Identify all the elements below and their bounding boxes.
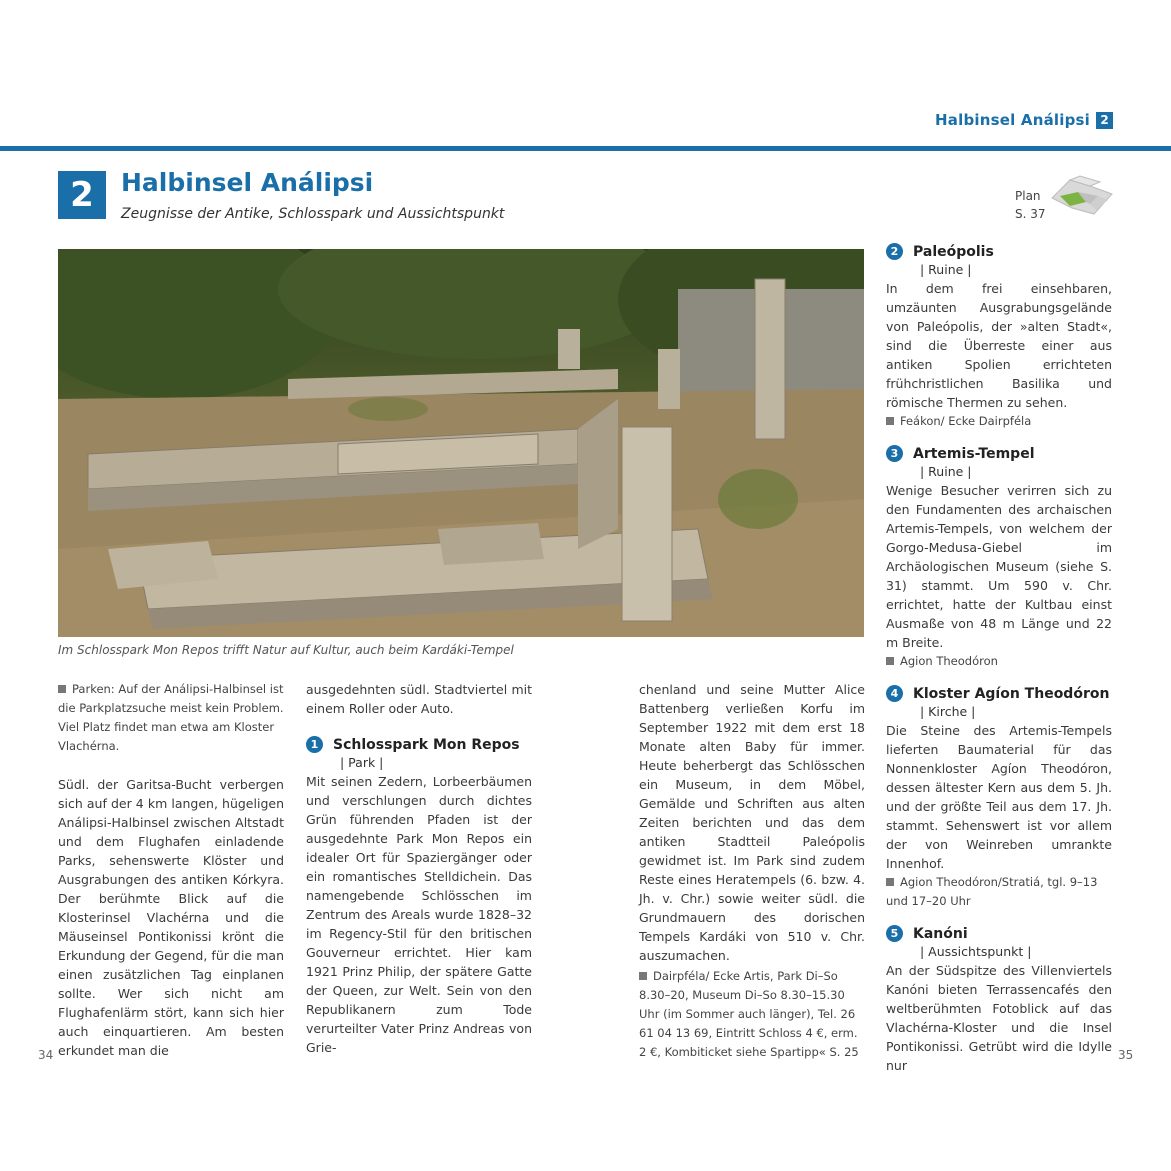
entry-text: An der Südspitze des Villenviertels Kanóni bieten Terrassencafés den weltberühmten Fotoblick auf das Vlachérna-Kloster und die Insel Pontikonissi. Getrübt wird die Idylle nur — [886, 963, 1112, 1073]
entry-number-badge: 4 — [886, 685, 903, 702]
chapter-title: Halbinsel Análipsi — [121, 168, 374, 197]
info-square-icon — [639, 972, 647, 980]
entry-1 — [306, 736, 532, 772]
entry-name: Kanóni — [913, 925, 968, 942]
intro-text: Südl. der Garitsa-Bucht verbergen sich auf der 4 km langen, hügeligen Análipsi-Halbinsel zwischen Altstadt und dem Flughafen einladende Parks, sehenswerte Klöster und Ausgrabungen des antiken Kórkyra. Der berühmte Blick auf die Klosterinsel Vlachérna und die Mäuseinsel Pontikonissi krönt die Erkundung der Gegend, für die man einen zusätzlichen Tag einplanen sollte. Wer sich nicht am Flughafenlärm stört, kann sich hier auch einquartieren. Am besten erkundet man die — [58, 777, 284, 1058]
entry-type: | Kirche | — [920, 704, 976, 719]
entry-text: In dem frei einsehbaren, umzäunten Ausgrabungsgelände von Paleópolis, der »alten Stadt«, sind die Überreste einer aus antiken Spolien errichteten frühchristlichen Basilika und römische Thermen zu sehen. — [886, 281, 1112, 410]
column-2 — [306, 680, 532, 1057]
ruins-photo — [58, 249, 864, 637]
entry-2 — [886, 243, 1112, 431]
info-square-icon — [886, 878, 894, 886]
entry-text: Mit seinen Zedern, Lorbeerbäumen und verschlungen durch dichtes Grün führenden Pfaden ist der ausgedehnte Park Mon Repos ein idealer Ort für Spaziergänger oder ein romantisches Stelldichein. Das namengebende Schlösschen im Zentrum des Areals wurde 1828–32 im Regency-Stil für den britischen Gouverneur errichtet. Hier kam 1921 Prinz Philip, der spätere Gatte der Queen, zur Welt. Sein von den Republikanern zum Tode verurteilter Vater Prinz Andreas von Grie- — [306, 774, 532, 1055]
entry-info-text: Agion Theodóron — [900, 654, 998, 668]
info-square-icon — [886, 417, 894, 425]
entry-text: Die Steine des Artemis-Tempels lieferten Baumaterial für das Nonnenkloster Agíon Theodóron, dessen ältester Kern aus dem 5. Jh. und der größte Teil aus dem 17. Jh. stammt. Sehenswert ist vor allem der von Weinreben umrankte Innenhof. — [886, 723, 1112, 871]
photo-caption: Im Schlosspark Mon Repos trifft Natur auf Kultur, auch beim Kardáki-Tempel — [58, 643, 514, 657]
parking-info-text: Parken: Auf der Análipsi-Halbinsel ist die Parkplatzsuche meist kein Problem. Viel Platz findet man etwa am Kloster Vlachérna. — [58, 682, 284, 753]
entry-text: Wenige Besucher verirren sich zu den Fundamenten des archaischen Artemis-Tempels, von welchem der Gorgo-Medusa-Giebel im Archäologischen Museum (siehe S. 31) stammt. Um 590 v. Chr. errichtet, hatte der Kultbau einst Ausmaße von 48 m Länge und 22 m Breite. — [886, 483, 1112, 650]
entry-info-text: Dairpféla/ Ecke Artis, Park Di–So 8.30–20, Museum Di–So 8.30–15.30 Uhr (im Sommer auch länger), Tel. 26 61 04 13 69, Eintritt Schloss 4 €, erm. 2 €, Kombiticket siehe Spartipp« S. 25 — [639, 969, 859, 1059]
entry-number-badge: 2 — [886, 243, 903, 260]
column-3 — [639, 680, 865, 1062]
entry-type: | Park | — [340, 755, 384, 770]
entry-type: | Ruine | — [920, 262, 972, 277]
page-number-right: 35 — [1118, 1048, 1134, 1062]
column-1 — [58, 680, 284, 1060]
info-square-icon — [886, 657, 894, 665]
entry-4 — [886, 685, 1112, 911]
entry-info — [639, 967, 865, 1062]
entry-name: Kloster Agíon Theodóron — [913, 685, 1110, 702]
plan-reference[interactable] — [1015, 187, 1046, 223]
running-header — [935, 111, 1113, 129]
map-icon — [1050, 174, 1114, 220]
column-4 — [886, 243, 1112, 1075]
parking-info — [58, 680, 284, 756]
entry-number-badge: 3 — [886, 445, 903, 462]
running-title: Halbinsel Análipsi — [935, 111, 1090, 129]
chapter-subtitle: Zeugnisse der Antike, Schlosspark und Aussichtspunkt — [121, 206, 505, 222]
entry-info-text: Agion Theodóron/Stratiá, tgl. 9–13 und 17–20 Uhr — [886, 875, 1098, 908]
entry-name: Artemis-Tempel — [913, 445, 1035, 462]
plan-label: Plan — [1015, 189, 1041, 203]
entry-type: | Aussichtspunkt | — [920, 944, 1032, 959]
running-number: 2 — [1096, 112, 1113, 129]
entry-3 — [886, 445, 1112, 671]
header-rule — [0, 146, 1171, 151]
entry-text-continued: chenland und seine Mutter Alice Battenberg verließen Korfu im September 1922 mit dem erst 18 Monate alten Baby für immer. Heute beherbergt das Schlösschen ein Museum, in dem Möbel, Gemälde und Schriften aus alten Zeiten berichten und das dem antiken Stadtteil Paleópolis gewidmet ist. Im Park sind zudem Reste eines Heratempels (6. bzw. 4. Jh. v. Chr.) sowie weiter südl. die Grundmauern des dorischen Tempels Kardáki von 510 v. Chr. auszumachen. — [639, 682, 865, 963]
plan-page: S. 37 — [1015, 207, 1046, 221]
entry-info — [886, 873, 1112, 911]
entry-name: Schlosspark Mon Repos — [333, 736, 520, 753]
info-square-icon — [58, 685, 66, 693]
page-number-left: 34 — [38, 1048, 54, 1062]
intro-continued: ausgedehnten südl. Stadtviertel mit einem Roller oder Auto. — [306, 682, 532, 716]
entry-info-text: Feákon/ Ecke Dairpféla — [900, 414, 1032, 428]
entry-5 — [886, 925, 1112, 1075]
entry-number-badge: 5 — [886, 925, 903, 942]
entry-type: | Ruine | — [920, 464, 972, 479]
chapter-number: 2 — [58, 171, 106, 219]
entry-name: Paleópolis — [913, 243, 994, 260]
entry-info — [886, 652, 1112, 671]
entry-number-badge: 1 — [306, 736, 323, 753]
entry-info — [886, 412, 1112, 431]
